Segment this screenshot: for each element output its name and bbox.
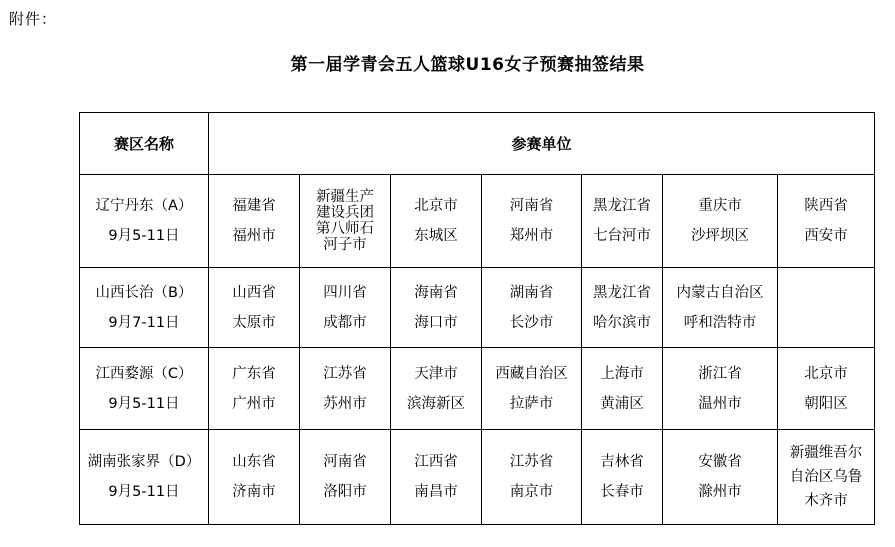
unit-city: 郑州市 — [509, 228, 554, 244]
unit-line: 新疆维吾尔 — [789, 445, 863, 461]
unit-province: 山西省 — [232, 284, 276, 301]
region-name: 江西婺源（C） — [95, 365, 193, 382]
unit-line: 河子市 — [323, 237, 367, 253]
unit-province: 河南省 — [509, 198, 554, 214]
unit-cell — [300, 430, 391, 525]
unit-city: 福州市 — [232, 228, 276, 244]
region-dates: 9月7-11日 — [108, 314, 180, 331]
unit-province: 重庆市 — [698, 198, 742, 214]
region-cell — [80, 430, 209, 525]
region-cell — [80, 348, 209, 430]
unit-cell — [209, 430, 300, 525]
unit-province: 内蒙古自治区 — [676, 284, 764, 301]
empty-unit-cell — [778, 268, 875, 348]
document-title: 第一届学青会五人篮球U16女子预赛抽签结果 — [290, 55, 645, 75]
unit-province: 黑龙江省 — [593, 198, 651, 214]
unit-cell — [663, 268, 778, 348]
unit-cell — [582, 175, 663, 268]
unit-city: 广州市 — [232, 395, 276, 412]
unit-province: 四川省 — [323, 284, 367, 301]
unit-cell — [663, 348, 778, 430]
unit-city: 成都市 — [323, 314, 367, 331]
unit-cell — [300, 348, 391, 430]
unit-city: 哈尔滨市 — [593, 314, 651, 331]
table-row — [80, 268, 875, 348]
unit-province: 黑龙江省 — [593, 284, 651, 301]
region-dates: 9月5-11日 — [108, 484, 180, 500]
unit-line: 木齐市 — [804, 493, 848, 509]
unit-city: 温州市 — [698, 395, 742, 412]
unit-city: 黄浦区 — [600, 395, 644, 412]
unit-city: 沙坪坝区 — [691, 228, 749, 244]
unit-province: 浙江省 — [698, 365, 742, 382]
unit-province: 山东省 — [232, 454, 276, 470]
region-dates: 9月5-11日 — [108, 228, 180, 244]
unit-cell — [391, 175, 482, 268]
unit-province: 福建省 — [232, 198, 276, 214]
unit-line: 第八师石 — [316, 221, 374, 237]
unit-city: 长春市 — [600, 484, 644, 500]
unit-province: 安徽省 — [698, 454, 742, 470]
unit-province: 江苏省 — [509, 454, 554, 470]
unit-cell — [482, 268, 582, 348]
unit-city: 济南市 — [232, 484, 276, 500]
table-row — [80, 348, 875, 430]
unit-city: 呼和浩特市 — [683, 314, 757, 331]
unit-city: 太原市 — [232, 314, 276, 331]
unit-city: 海口市 — [414, 314, 458, 331]
unit-line: 自治区乌鲁 — [789, 469, 863, 485]
unit-city: 西安市 — [804, 228, 848, 244]
header-region: 赛区名称 — [80, 113, 209, 175]
unit-cell — [482, 175, 582, 268]
unit-cell — [209, 175, 300, 268]
unit-city: 拉萨市 — [509, 395, 554, 412]
unit-province: 湖南省 — [509, 284, 554, 301]
header-units: 参赛单位 — [209, 113, 875, 175]
unit-cell — [778, 348, 875, 430]
region-name: 湖南张家界（D） — [87, 454, 201, 470]
unit-city: 南昌市 — [414, 484, 458, 500]
unit-province: 吉林省 — [600, 454, 644, 470]
unit-cell — [391, 348, 482, 430]
unit-city: 洛阳市 — [323, 484, 367, 500]
unit-province: 北京市 — [804, 365, 848, 382]
unit-city: 东城区 — [414, 228, 458, 244]
unit-cell — [300, 175, 391, 268]
unit-province: 海南省 — [414, 284, 458, 301]
unit-cell — [582, 348, 663, 430]
unit-province: 天津市 — [414, 365, 458, 382]
table-row — [80, 175, 875, 268]
unit-cell — [391, 268, 482, 348]
unit-city: 七台河市 — [593, 228, 651, 244]
unit-cell — [663, 430, 778, 525]
unit-city: 长沙市 — [509, 314, 554, 331]
unit-city: 滁州市 — [698, 484, 742, 500]
unit-province: 江苏省 — [323, 365, 367, 382]
unit-province: 江西省 — [414, 454, 458, 470]
unit-cell — [391, 430, 482, 525]
unit-cell — [582, 430, 663, 525]
unit-cell — [209, 348, 300, 430]
unit-province: 陕西省 — [804, 198, 848, 214]
unit-cell — [482, 348, 582, 430]
region-name: 山西长治（B） — [95, 284, 193, 301]
region-dates: 9月5-11日 — [108, 395, 180, 412]
draw-results-table — [79, 112, 875, 525]
unit-city: 南京市 — [509, 484, 554, 500]
header-row — [80, 113, 875, 175]
region-name: 辽宁丹东（A） — [95, 198, 193, 214]
unit-cell — [482, 430, 582, 525]
unit-province: 上海市 — [600, 365, 644, 382]
unit-cell — [300, 268, 391, 348]
unit-province: 北京市 — [414, 198, 458, 214]
unit-cell — [582, 268, 663, 348]
table-row — [80, 430, 875, 525]
region-cell — [80, 175, 209, 268]
unit-province: 西藏自治区 — [495, 365, 568, 382]
unit-city: 滨海新区 — [407, 395, 465, 412]
unit-cell — [663, 175, 778, 268]
unit-city: 朝阳区 — [804, 395, 848, 412]
unit-province: 广东省 — [232, 365, 276, 382]
unit-line: 建设兵团 — [316, 205, 374, 221]
unit-cell — [778, 175, 875, 268]
unit-line: 新疆生产 — [316, 189, 374, 205]
unit-cell — [778, 430, 875, 525]
unit-cell — [209, 268, 300, 348]
region-cell — [80, 268, 209, 348]
unit-city: 苏州市 — [323, 395, 367, 412]
attachment-label: 附件： — [9, 10, 58, 28]
unit-province: 河南省 — [323, 454, 367, 470]
